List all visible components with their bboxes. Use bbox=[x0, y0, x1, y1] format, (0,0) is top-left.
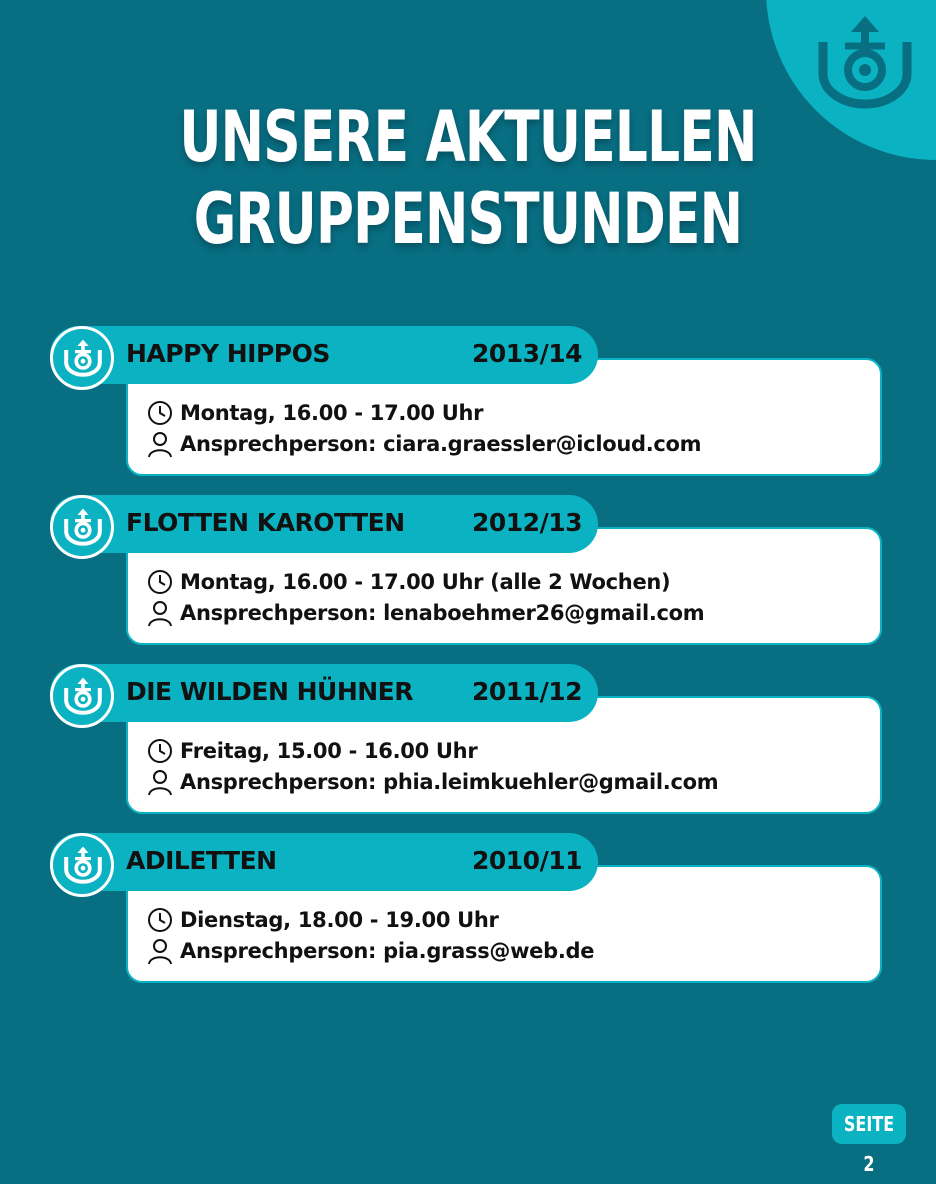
contact-text: Ansprechperson: ciara.graessler@icloud.com bbox=[180, 432, 702, 456]
organization-logo-icon bbox=[63, 507, 103, 547]
contact-row bbox=[146, 937, 594, 965]
contact-text: Ansprechperson: pia.grass@web.de bbox=[180, 939, 595, 963]
contact-row bbox=[146, 599, 704, 627]
group-year: 2012/13 bbox=[471, 508, 582, 537]
group-year: 2011/12 bbox=[471, 677, 582, 706]
group-name: FLOTTEN KAROTTEN bbox=[126, 508, 405, 537]
group-logo-badge bbox=[50, 833, 114, 897]
schedule-row bbox=[146, 568, 670, 596]
person-icon bbox=[146, 937, 174, 965]
group-year: 2013/14 bbox=[471, 339, 582, 368]
contact-text: Ansprechperson: lenaboehmer26@gmail.com bbox=[180, 601, 705, 625]
clock-icon bbox=[146, 399, 174, 427]
organization-logo-icon bbox=[63, 676, 103, 716]
schedule-row bbox=[146, 399, 483, 427]
contact-row bbox=[146, 430, 701, 458]
person-icon bbox=[146, 768, 174, 796]
group-card-die-wilden-huehner bbox=[0, 664, 936, 826]
organization-logo-icon bbox=[63, 845, 103, 885]
schedule-text: Freitag, 15.00 - 16.00 Uhr bbox=[180, 739, 478, 763]
group-card-happy-hippos bbox=[0, 326, 936, 488]
organization-logo-icon bbox=[815, 12, 915, 112]
group-year: 2010/11 bbox=[471, 846, 582, 875]
page-number-label: SEITE 2 bbox=[843, 1112, 895, 1176]
clock-icon bbox=[146, 568, 174, 596]
page-title-line-1: UNSERE AKTUELLEN bbox=[179, 96, 757, 178]
page-title-line-2: GRUPPENSTUNDEN bbox=[193, 178, 743, 260]
clock-icon bbox=[146, 737, 174, 765]
person-icon bbox=[146, 430, 174, 458]
schedule-text: Dienstag, 18.00 - 19.00 Uhr bbox=[180, 908, 499, 932]
page-number-badge bbox=[832, 1104, 906, 1176]
group-name: ADILETTEN bbox=[126, 846, 277, 875]
group-card-adiletten bbox=[0, 833, 936, 995]
contact-row bbox=[146, 768, 718, 796]
schedule-text: Montag, 16.00 - 17.00 Uhr (alle 2 Wochen) bbox=[180, 570, 671, 594]
schedule-row bbox=[146, 906, 499, 934]
group-logo-badge bbox=[50, 326, 114, 390]
clock-icon bbox=[146, 906, 174, 934]
group-name: DIE WILDEN HÜHNER bbox=[126, 677, 413, 706]
group-logo-badge bbox=[50, 495, 114, 559]
group-logo-badge bbox=[50, 664, 114, 728]
group-card-flotten-karotten bbox=[0, 495, 936, 657]
schedule-text: Montag, 16.00 - 17.00 Uhr bbox=[180, 401, 484, 425]
group-name: HAPPY HIPPOS bbox=[126, 339, 330, 368]
schedule-row bbox=[146, 737, 477, 765]
person-icon bbox=[146, 599, 174, 627]
organization-logo-icon bbox=[63, 338, 103, 378]
contact-text: Ansprechperson: phia.leimkuehler@gmail.com bbox=[180, 770, 719, 794]
